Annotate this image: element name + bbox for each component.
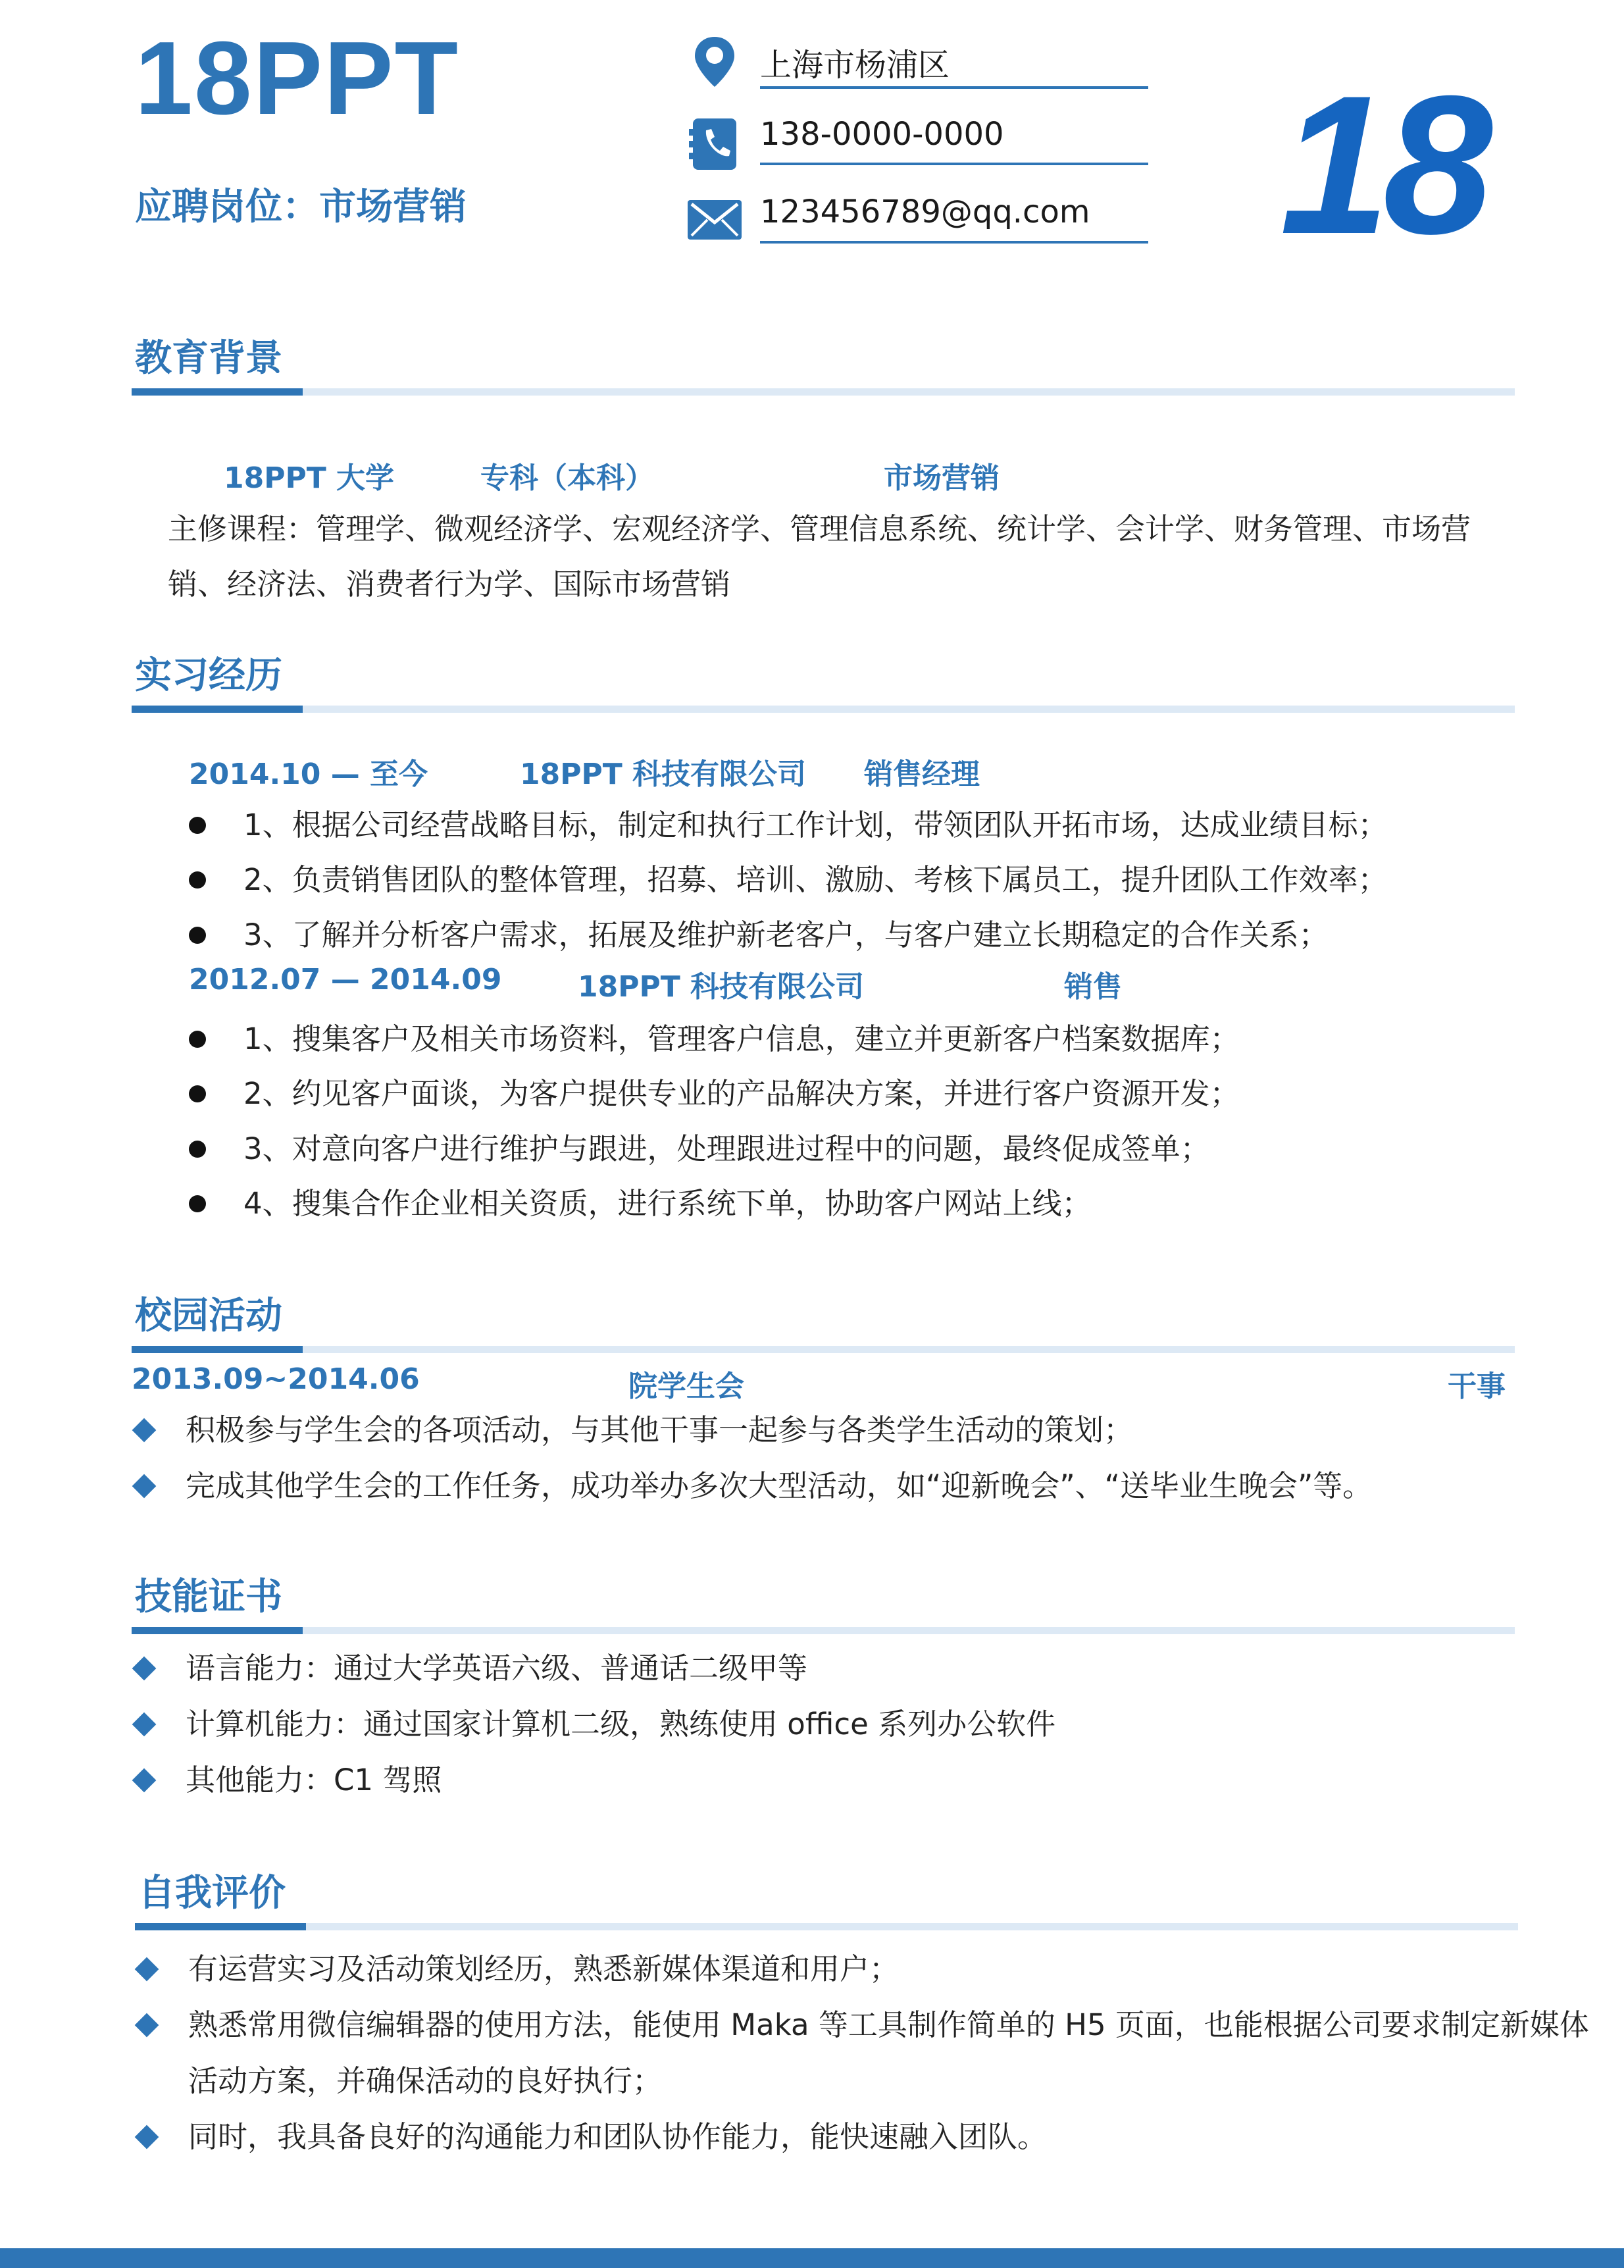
bullet-dot <box>189 817 206 834</box>
campus-org: 院学生会 <box>628 1370 744 1403</box>
skill-item: 其他能力：C1 驾照 <box>186 1763 442 1797</box>
section-divider-accent <box>135 1923 306 1930</box>
section-divider <box>132 1346 1515 1353</box>
bullet-diamond-icon <box>132 1418 157 1443</box>
job-title: 应聘岗位：市场营销 <box>135 186 467 228</box>
bullet-dot <box>189 871 206 889</box>
section-divider <box>132 388 1515 396</box>
bullet-diamond-icon <box>132 1768 157 1793</box>
self-eval-item: 有运营实习及活动策划经历，熟悉新媒体渠道和用户； <box>188 1951 900 1986</box>
bottom-accent-bar <box>0 2248 1624 2268</box>
skill-item: 语言能力：通过大学英语六级、普通话二级甲等 <box>186 1651 808 1686</box>
phone-icon <box>686 116 743 172</box>
campus-role: 干事 <box>1448 1370 1506 1403</box>
bullet-diamond-icon <box>132 1713 157 1737</box>
job-period: 2014.10 — 至今 <box>189 758 428 791</box>
degree: 专科（本科） <box>480 461 654 495</box>
section-divider-accent <box>132 1627 303 1634</box>
bullet-dot <box>189 1141 206 1158</box>
phone-underline <box>760 163 1148 165</box>
section-divider-accent <box>132 1346 303 1353</box>
job-duty: 4、搜集合作企业相关资质，进行系统下单，协助客户网站上线； <box>243 1186 1092 1221</box>
section-divider <box>132 706 1515 713</box>
job-role: 销售 <box>1064 970 1122 1004</box>
job-period: 2012.07 — 2014.09 <box>189 963 502 996</box>
campus-item: 积极参与学生会的各项活动，与其他干事一起参与各类学生活动的策划； <box>186 1412 1134 1447</box>
job-company: 18PPT 科技有限公司 <box>578 970 865 1004</box>
section-divider <box>132 1627 1515 1634</box>
section-divider <box>135 1923 1518 1930</box>
section-title-education: 教育背景 <box>135 337 282 380</box>
campus-item: 完成其他学生会的工作任务，成功举办多次大型活动，如“迎新晚会”、“送毕业生晚会”等。 <box>186 1468 1373 1503</box>
job-duty: 2、约见客户面谈，为客户提供专业的产品解决方案，并进行客户资源开发； <box>243 1076 1240 1111</box>
job-role: 销售经理 <box>864 758 980 791</box>
bullet-dot <box>189 1085 206 1102</box>
phone-text: 138-0000-0000 <box>760 116 1004 153</box>
address-underline <box>760 86 1148 89</box>
candidate-name: 18PPT <box>135 20 460 136</box>
section-divider-accent <box>132 706 303 713</box>
job-duty: 2、负责销售团队的整体管理，招募、培训、激励、考核下属员工，提升团队工作效率； <box>243 862 1388 897</box>
section-divider-accent <box>132 388 303 396</box>
campus-period: 2013.09~2014.06 <box>132 1362 420 1396</box>
bullet-diamond-icon <box>132 1474 157 1499</box>
courses-line-1: 主修课程：管理学、微观经济学、宏观经济学、管理信息系统、统计学、会计学、财务管理、市场营 <box>168 511 1471 546</box>
section-title-self-eval: 自我评价 <box>138 1872 286 1915</box>
section-title-campus: 校园活动 <box>135 1295 282 1337</box>
job-duty: 1、搜集客户及相关市场资料，管理客户信息，建立并更新客户档案数据库； <box>243 1021 1240 1056</box>
email-envelope-icon <box>686 191 743 247</box>
job-duty: 3、对意向客户进行维护与跟进，处理跟进过程中的问题，最终促成签单； <box>243 1131 1210 1166</box>
self-eval-item: 熟悉常用微信编辑器的使用方法，能使用 Maka 等工具制作简单的 H5 页面，也能根据公司要求制定新媒体 <box>188 2007 1589 2042</box>
bullet-dot <box>189 1195 206 1212</box>
bullet-diamond-icon <box>135 2013 159 2038</box>
section-title-skills: 技能证书 <box>135 1576 282 1618</box>
bullet-diamond-icon <box>135 1957 159 1982</box>
job-duty: 3、了解并分析客户需求，拓展及维护新老客户，与客户建立长期稳定的合作关系； <box>243 917 1329 952</box>
self-eval-item: 同时，我具备良好的沟通能力和团队协作能力，能快速融入团队。 <box>188 2119 1048 2154</box>
location-pin-icon <box>686 33 743 90</box>
school-name: 18PPT 大学 <box>224 461 395 495</box>
section-title-internship: 实习经历 <box>135 654 282 697</box>
self-eval-item-cont: 活动方案，并确保活动的良好执行； <box>188 2063 663 2098</box>
skill-item: 计算机能力：通过国家计算机二级，熟练使用 office 系列办公软件 <box>186 1707 1056 1741</box>
email-text: 123456789@qq.com <box>760 193 1090 230</box>
logo-18: 18 <box>1280 54 1486 275</box>
major: 市场营销 <box>884 461 1000 495</box>
job-duty: 1、根据公司经营战略目标，制定和执行工作计划，带领团队开拓市场，达成业绩目标； <box>243 808 1388 842</box>
bullet-diamond-icon <box>132 1657 157 1681</box>
bullet-dot <box>189 927 206 944</box>
job-company: 18PPT 科技有限公司 <box>520 758 807 791</box>
bullet-diamond-icon <box>135 2125 159 2150</box>
address-text: 上海市杨浦区 <box>760 47 950 84</box>
email-underline <box>760 241 1148 244</box>
bullet-dot <box>189 1031 206 1048</box>
courses-line-2: 销、经济法、消费者行为学、国际市场营销 <box>168 567 731 602</box>
